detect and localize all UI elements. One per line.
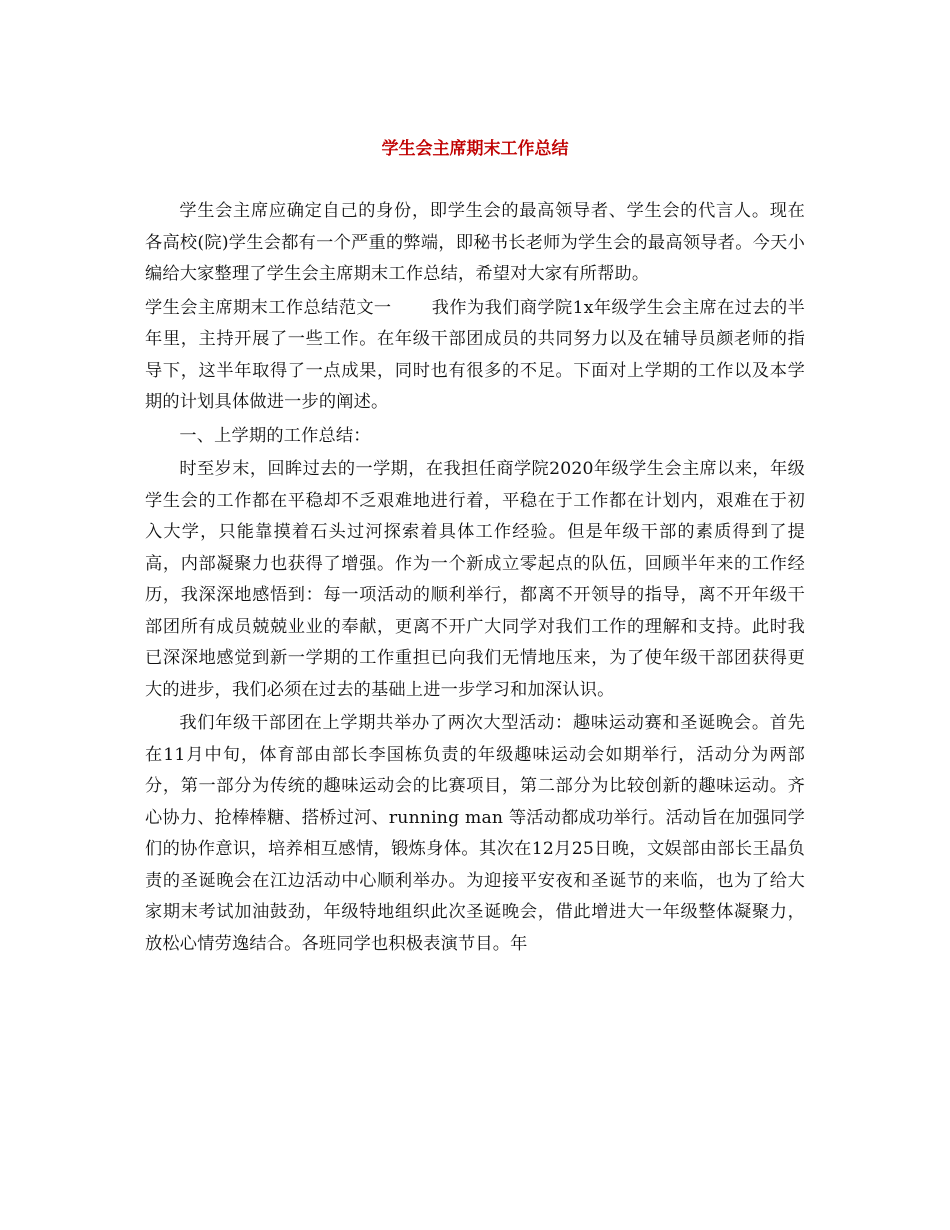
paragraph-intro <box>145 196 805 291</box>
paragraph-sample-one-text: 我作为我们商学院1x年级学生会主席在过去的半年里，主持开展了一些工作。在年级干部团成员的共同努力以及在辅导员颜老师的指导下，这半年取得了一点成果，同时也有很多的不足。下面对上学期的工作以及本学期的计划具体做进一步的阐述。 <box>145 297 805 412</box>
section-heading-1-text: 一、上学期的工作总结： <box>179 425 371 446</box>
document-page <box>145 136 805 960</box>
paragraph-intro-text: 学生会主席应确定自己的身份，即学生会的最高领导者、学生会的代言人。现在各高校(院)学生会都有一个严重的弊端，即秘书长老师为学生会的最高领导者。今天小编给大家整理了学生会主席期末工作总结，希望对大家有所帮助。 <box>145 201 805 284</box>
paragraph-summary-text: 时至岁末，回眸过去的一学期，在我担任商学院2020年级学生会主席以来，年级学生会的工作都在平稳却不乏艰难地进行着，平稳在于工作都在计划内，艰难在于初入大学，只能靠摸着石头过河探索着具体工作经验。但是年级干部的素质得到了提高，内部凝聚力也获得了增强。作为一个新成立零起点的队伍，回顾半年来的工作经历，我深深地感悟到：每一项活动的顺利举行，都离不开领导的指导，离不开年级干部团所有成员兢兢业业的奉献，更离不开广大同学对我们工作的理解和支持。此时我已深深地感觉到新一学期的工作重担已向我们无情地压来，为了使年级干部团获得更大的进步，我们必须在过去的基础上进一步学习和加深认识。 <box>145 459 805 700</box>
paragraph-activities <box>145 708 805 960</box>
paragraph-activities-text: 我们年级干部团在上学期共举办了两次大型活动：趣味运动赛和圣诞晚会。首先在11月中旬，体育部由部长李国栋负责的年级趣味运动会如期举行，活动分为两部分，第一部分为传统的趣味运动会的比赛项目，第二部分为比较创新的趣味运动。齐心协力、抢棒棒糖、搭桥过河、running man 等活动都成功举行。活动旨在加强同学们的协作意识，培养相互感情，锻炼身体。其次在12月25日晚，文娱部由部长王晶负责的圣诞晚会在江边活动中心顺利举办。为迎接平安夜和圣诞节的来临，也为了给大家期末考试加油鼓劲，年级特地组织此次圣诞晚会，借此增进大一年级整体凝聚力，放松心情劳逸结合。各班同学也积极表演节目。年 <box>145 713 805 954</box>
paragraph-sample-one <box>145 293 805 419</box>
sample-heading: 学生会主席期末工作总结范文一 <box>145 297 392 318</box>
section-heading-1 <box>145 421 805 453</box>
paragraph-summary <box>145 454 805 706</box>
document-title: 学生会主席期末工作总结 <box>381 139 569 159</box>
